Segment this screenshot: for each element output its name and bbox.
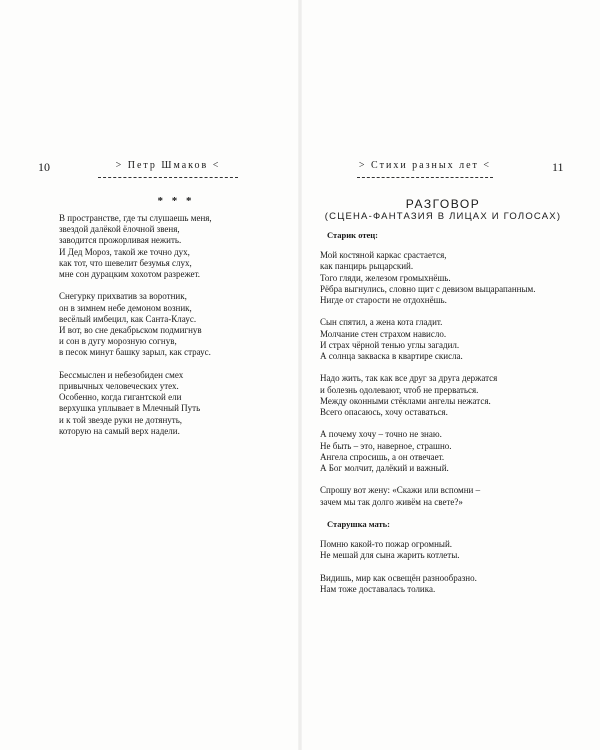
poem-line: Сын спятил, а жена кота гладит. bbox=[320, 317, 443, 328]
stanza bbox=[59, 370, 212, 437]
stanza bbox=[320, 429, 535, 474]
poem-line: И страх чёрной тенью углы загадил. bbox=[320, 339, 460, 350]
stanza bbox=[320, 250, 535, 306]
poem-line: Спрошу вот жену: «Скажи или вспомни – bbox=[320, 485, 481, 496]
mother-speech bbox=[320, 539, 535, 595]
poem-subtitle: (СЦЕНА-ФАНТАЗИЯ В ЛИЦАХ И ГОЛОСАХ) bbox=[324, 211, 562, 222]
poem-line: верхушка уплывает в Млечный Путь bbox=[59, 403, 201, 414]
poem-line: привычных человеческих утех. bbox=[59, 381, 179, 392]
book-gutter bbox=[298, 0, 302, 750]
poem-line: в песок минут башку зарыл, как страус. bbox=[59, 347, 211, 358]
poem-line: Снегурку прихватив за воротник, bbox=[59, 291, 187, 302]
poem-line: Не мешай для сына жарить котлеты. bbox=[320, 550, 460, 561]
poem-left bbox=[59, 213, 212, 448]
poem-line: Мой костяной каркас срастается, bbox=[320, 250, 447, 261]
poem-line: Нам тоже доставалась толика. bbox=[320, 584, 436, 594]
header-rule-right bbox=[357, 177, 493, 178]
poem-line: Особенно, когда гигантской ели bbox=[59, 392, 182, 403]
poem-line: Надо жить, так как все друг за друга держатся bbox=[320, 373, 498, 384]
stanza bbox=[320, 373, 535, 418]
poem-line: и болезнь одолевают, чтоб не прерваться. bbox=[320, 384, 479, 395]
page-number-left: 10 bbox=[38, 160, 50, 174]
poem-line: И Дед Мороз, такой же точно дух, bbox=[59, 246, 190, 257]
section-mark: * * * bbox=[157, 195, 195, 207]
running-head-left: > Петр Шмаков < bbox=[115, 160, 221, 171]
poem-line: и к той звезде руки не дотянуть, bbox=[59, 414, 183, 425]
stanza bbox=[320, 539, 535, 561]
poem-line: Того гляди, железом громыхнёшь. bbox=[320, 272, 451, 283]
poem-line: А Бог молчит, далёкий и важный. bbox=[320, 463, 449, 474]
father-speech bbox=[320, 250, 535, 508]
poem-line: звездой далёкой ёлочной звеня, bbox=[59, 224, 180, 235]
poem-line: Помню какой-то пожар огромный. bbox=[320, 539, 453, 550]
running-head-right: > Стихи разных лет < bbox=[358, 160, 492, 171]
poem-line: Нигде от старости не отдохнёшь. bbox=[320, 295, 447, 306]
poem-line: Между оконными стёклами ангелы нежатся. bbox=[320, 395, 491, 406]
poem-line: заводится прожорливая нежить. bbox=[59, 235, 182, 246]
stanza bbox=[320, 485, 535, 507]
poem-line: он в зимнем небе демоном возник, bbox=[59, 302, 192, 313]
stanza bbox=[59, 213, 212, 280]
poem-right bbox=[320, 230, 535, 606]
stanza bbox=[320, 317, 535, 362]
poem-title: РАЗГОВОР bbox=[405, 197, 481, 211]
poem-line: весёлый имбецил, как Санта-Клаус. bbox=[59, 313, 197, 324]
poem-line: В пространстве, где ты слушаешь меня, bbox=[59, 213, 212, 223]
poem-line: и сон в дугу морозную согнув, bbox=[59, 336, 177, 347]
poem-line: Видишь, мир как освещён разнообразно. bbox=[320, 572, 477, 583]
poem-line: как панцирь рыцарский. bbox=[320, 261, 414, 272]
page-number-right: 11 bbox=[552, 160, 564, 174]
poem-line: мне сон дурацким хохотом разрежет. bbox=[59, 269, 201, 280]
speaker-father: Старик отец: bbox=[327, 230, 379, 240]
poem-line: Молчание стен страхом нависло. bbox=[320, 328, 447, 339]
poem-line: Бессмыслен и небезобиден смех bbox=[59, 369, 184, 380]
poem-line: Ангела спросишь, а он отвечает. bbox=[320, 451, 445, 462]
stanza bbox=[59, 291, 212, 358]
poem-line: которую на самый верх надели. bbox=[59, 425, 180, 436]
stanza bbox=[320, 573, 535, 595]
poem-line: Не быть – это, наверное, страшно. bbox=[320, 440, 452, 451]
poem-line: И вот, во сне декабрьском подмигнув bbox=[59, 325, 202, 336]
speaker-mother: Старушка мать: bbox=[327, 519, 391, 529]
poem-line: А солнца закваска в квартире скисла. bbox=[320, 351, 463, 362]
poem-line: Всего опасаюсь, хочу оставаться. bbox=[320, 407, 448, 418]
poem-line: как тот, что шевелит безумья слух, bbox=[59, 257, 192, 268]
header-rule-left bbox=[98, 177, 238, 178]
poem-line: А почему хочу – точно не знаю. bbox=[320, 429, 442, 440]
poem-line: Рёбра выгнулись, словно щит с девизом выцарапанным. bbox=[320, 283, 536, 294]
poem-line: зачем мы так долго живём на свете?» bbox=[320, 496, 463, 507]
